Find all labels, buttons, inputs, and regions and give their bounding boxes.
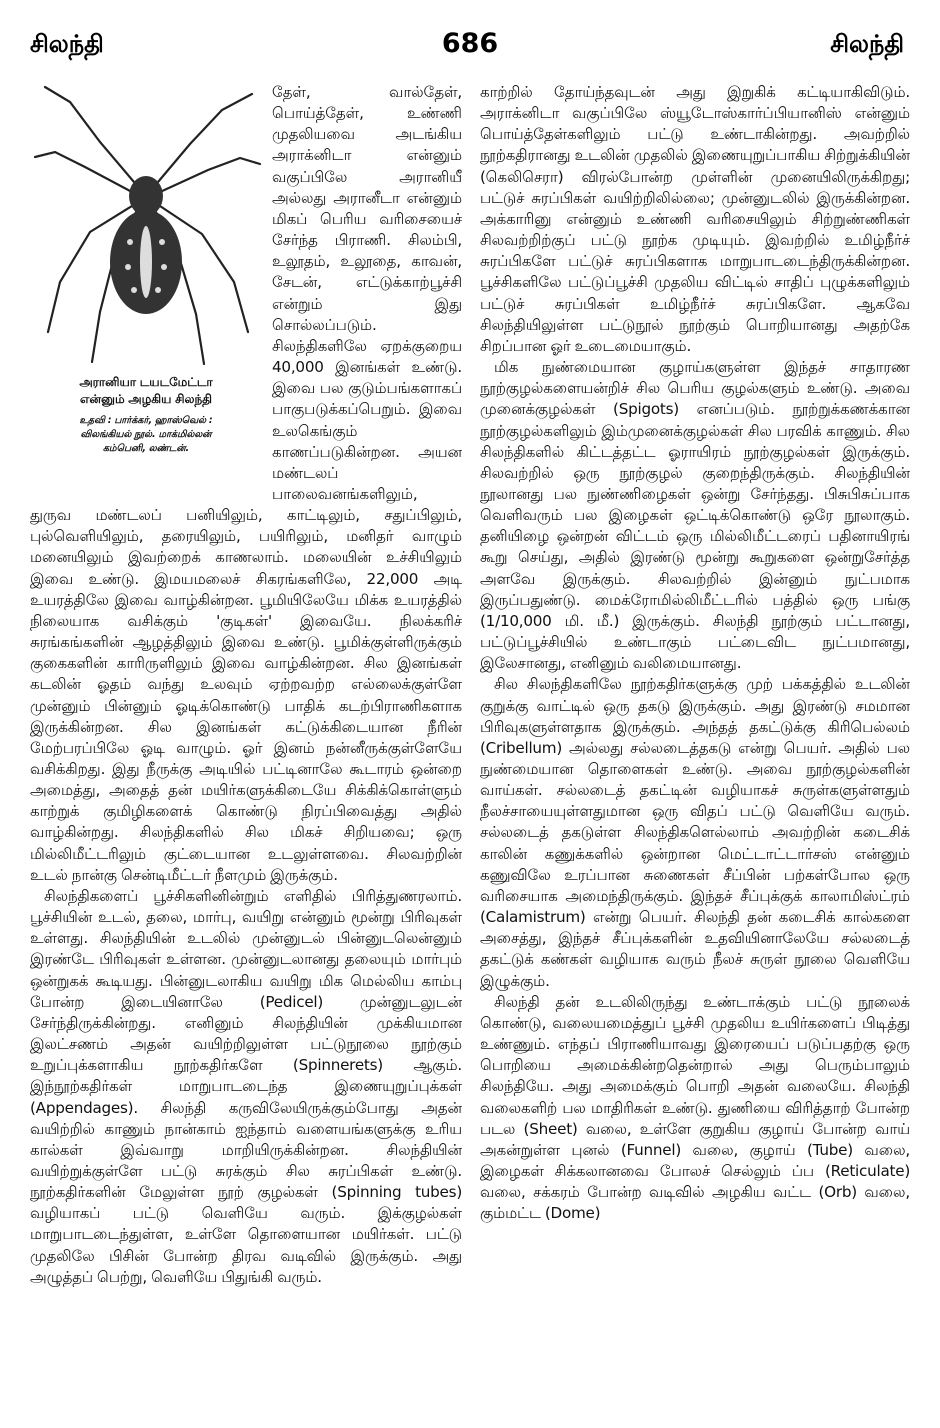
spider-figure xyxy=(30,82,262,484)
body-paragraph: சிலந்தி தன் உடலிலிருந்து உண்டாக்கும் பட்டு நூலைக் கொண்டு, வலையமைத்துப் பூச்சி முதலிய உயிர்களைப் பிடித்து உண்ணும். எந்தப் பிராணியாவது இரையைப் படுப்பதற்கு ஒரு பொறியை அமைக்கின்றதென்றால் அது பெரும்பாலும் சிலந்தியே. அது அமைக்கும் பொறி அதன் வலையே. சிலந்தி வலைகளிற் பல மாதிரிகள் உண்டு. துணியை விரித்தாற் போன்ற படல (Sheet) வலை, உள்ளே குறுகிய குழாய் போன்ற வாய் அகன்றுள்ள புனல் (Funnel) வலை, குழாய் (Tube) வலை, இழைகள் சிக்கலானவை போலச் செல்லும் ப்ப (Reticulate) வலை, சக்கரம் போன்ற வடிவில் அழகிய வட்ட (Orb) வலை, கும்மட்ட (Dome) xyxy=(480,992,910,1223)
body-paragraph: தேள், வால்தேள், பொய்த்தேள், உண்ணி முதலியவை அடங்கிய அராக்னிடா என்னும் வகுப்பிலே அரானியீ அல்லது அரானீடா என்னும் மிகப் பெரிய வரிசையைச் சேர்ந்த பிராணி. சிலம்பி, உலூதம், உலூதை, காவன், சேடன், எட்டுக்காற்பூச்சி என்றும் இது சொல்லப்படும். சிலந்திகளிலே ஏறக்குறைய 40,000 இனங்கள் உண்டு. இவை பல குடும்பங்களாகப் பாகுபடுக்கப்பெறும். இவை உலகெங்கும் காணப்படுகின்றன. அயன மண்டலப் பாலைவனங்களிலும், துருவ மண்டலப் பனியிலும், காட்டிலும், சதுப்பிலும், புல்வெளியிலும், தரையிலும், பயிரிலும், மனிதர் வாழும் மனையிலும் இவற்றைக் காணலாம். மலையின் உச்சியிலும் இவை உண்டு. இமயமலைச் சிகரங்களிலே, 22,000 அடி உயரத்திலே இவை வாழ்கின்றன. பூமியிலேயே மிக்க உயரத்தில் நிலையாக வசிக்கும் 'குடிகள்' இவையே. நிலக்கரிச் சுரங்கங்களின் ஆழத்திலும் இவை உண்டு. பூமிக்குள்ளிருக்கும் குகைகளின் காரிருளிலும் இவை வாழ்கின்றன. சில இனங்கள் கடலின் ஓதம் வந்து உலவும் ஏற்றவற்ற எல்லைக்குள்ளே முன்னும் பின்னும் ஓடிக்கொண்டு பாதிக் கடற்பிராணிகளாக இருக்கின்றன. சில இனங்கள் கட்டுக்கிடையான நீரின் மேற்பரப்பிலே ஓடி வாழும். ஓர் இனம் நன்னீருக்குள்ளேயே வசிக்கிறது. இது நீருக்கு அடியில் பட்டினாலே கூடாரம் ஒன்றை அமைத்து, அதைத் தன் மயிர்களுக்கிடையே சிக்கிக்கொள்ளும் காற்றுக் குமிழிகளைக் கொண்டு நிரப்பிவைத்து அதில் வாழ்கின்றது. சிலந்திகளில் சில மிகச் சிறியவை; ஒரு மில்லிமீட்டரிலும் குட்டையான உடலுள்ளவை. சிலவற்றின் உடல் நான்கு சென்டிமீட்டர் நீளமும் இருக்கும். xyxy=(30,83,462,884)
figure-credit xyxy=(30,414,262,456)
body-paragraph: மிக நுண்மையான குழாய்களுள்ள இந்தச் சாதாரண நூற்குழல்களையன்றிச் சில பெரிய குழல்களும் உண்டு. அவை முனைக்குழல்கள் (Spigots) எனப்படும். நூற்றுக்கணக்கான நூற்குழல்களிலும் இம்முனைக்குழல்கள் சில பரவிக் காணும். சில சிலந்திகளில் கிட்டத்தட்ட ஓராயிரம் நூற்குழல்கள் இருக்கும். சிலவற்றில் ஒரு நூற்குழல் குறைந்திருக்கும். சிலந்தியின் நூலானது பல நுண்ணிழைகள் ஒன்று சேர்ந்தது. பிசுபிசுப்பாக வெளிவரும் பல இழைகள் ஒட்டிக்கொண்டு ஒரே நூலாகும். தனியிழை ஒன்றன் விட்டம் ஒரு மில்லிமீட்டரைப் பதினாயிரங் கூறு செய்து, அதில் இரண்டு மூன்று கூறுகளை ஒன்றுசேர்த்த அளவே இருக்கும். சிலவற்றில் இன்னும் நுட்பமாக இருப்பதுண்டு. மைக்ரோமில்லிமீட்டரில் பத்தில் ஒரு பங்கு (1/10,000 மி. மீ.) இருக்கும். சிலந்தி நூற்கும் பட்டானது, பட்டுப்பூச்சியில் உண்டாகும் பட்டைவிட நுட்பமானது, இலேசானது, எனினும் வலிமையானது. xyxy=(480,358,910,673)
body-paragraph: காற்றில் தோய்ந்தவுடன் அது இறுகிக் கட்டியாகிவிடும். அராக்னிடா வகுப்பிலே ஸ்யூடோஸ்கார்ப்பியானிஸ் என்னும் பொய்த்தேள்களிலும் பட்டு உண்டாகின்றது. அவற்றில் நூற்கதிரானது உடலின் முதலில் இணையுறுப்பாகிய சிற்றுக்கியின் (கெலிசெரா) விரல்போன்ற முள்ளின் முனையிலிருக்கிறது; பட்டுச் சுரப்பிகள் வயிற்றிலில்லை; முன்னுடலில் இருக்கின்றன. அக்காரினு என்னும் உண்ணி வரிசையிலும் சிற்றுண்ணிகள் சிலவற்றிற்குப் பட்டு நூற்க முடியும். இவற்றில் உமிழ்நீர்ச் சுரப்பிகளே பட்டுச் சுரப்பிகளாக மாறுபாடடைந்திருக்கின்றன. பூச்சிகளிலே பட்டுப்பூச்சி முதலிய விட்டில் சாதிப் புழுக்களிலும் பட்டுச் சுரப்பிகள் உமிழ்நீர்ச் சுரப்பிகளே. ஆகவே சிலந்தியிலுள்ள பட்டுநூல் நூற்கும் பொறியானது அதற்கே சிறப்பான ஓர் உடைமையாகும். xyxy=(480,83,910,355)
figure-credit-line: உதவி : பார்க்கர், ஹாஸ்வெல் : xyxy=(79,415,213,426)
figure-credit-line: கம்பெனி, லண்டன். xyxy=(102,443,190,454)
figure-caption-line: என்னும் அழகிய சிலந்தி xyxy=(80,392,212,406)
running-head-right: சிலந்தி xyxy=(830,30,904,58)
body-paragraph: சில சிலந்திகளிலே நூற்கதிர்களுக்கு முற் பக்கத்தில் உடலின் குறுக்கு வாட்டில் ஒரு தகடு இருக்கும். அது இரண்டு சமமான பிரிவுகளுள்ளதாக இருக்கும். அந்தத் தகட்டுக்கு கிரிபெல்லம் (Cribellum) அல்லது சல்லடைத்தகடு என்று பெயர். அதில் பல நுண்மையான தொளைகள் உண்டு. அவை நூற்குழல்களின் வாய்கள். சல்லடைத் தகட்டின் வழியாகச் சுருள்களுள்ளதும் நீலச்சாயையுள்ளதுமான ஒரு விதப் பட்டு வெளியே வரும். சல்லடைத் தகடுள்ள சிலந்திகளெல்லாம் அவற்றின் கடைசிக் காலின் கணுக்களில் ஒன்றான மெட்டாட்டார்சஸ் என்னும் கணுவிலே உரப்பான சுணைகள் சீப்பின் பற்கள்போல ஒரு வரிசையாக அமைந்திருக்கும். இந்தச் சீப்புக்குக் காலாமிஸ்ட்ரம் (Calamistrum) என்று பெயர். சிலந்தி தன் கடைசிக் கால்களை அசைத்து, இந்தச் சீப்புக்களின் உதவியினாலேயே சல்லடைத் தகட்டுக் கண்கள் வழியாக வரும் நீலச் சுருள் நூலை வெளியே இழுக்கும். xyxy=(480,675,910,990)
figure-credit-line: விலங்கியல் நூல். மாக்மில்லன் xyxy=(80,429,212,440)
figure-caption xyxy=(30,374,262,408)
page-number: 686 xyxy=(441,28,499,59)
body-paragraph: சிலந்திகளைப் பூச்சிகளினின்றும் எளிதில் பிரித்துணரலாம். பூச்சியின் உடல், தலை, மார்பு, வயிறு என்னும் மூன்று பிரிவுகள் உள்ளது. சிலந்தியின் உடலில் முன்னுடல் பின்னுடலென்னும் இரண்டே பிரிவுகள் உள்ளன. முன்னுடலானது தலையும் மார்பும் ஒன்றுகக் கூடியது. பின்னுடலாகிய வயிறு மிக மெல்லிய காம்பு போன்ற இடையினாலே (Pedicel) முன்னுடலுடன் சேர்ந்திருக்கின்றது. எனினும் சிலந்தியின் முக்கியமான இலட்சணம் அதன் வயிற்றிலுள்ள பட்டுநூலை நூற்கும் உறுப்புக்களாகிய நூற்கதிர்களே (Spinnerets) ஆகும். இந்நூற்கதிர்கள் மாறுபாடடைந்த இணையுறுப்புக்கள் (Appendages). சிலந்தி கருவிலேயிருக்கும்போது அதன் வயிற்றில் காணும் நான்காம் ஐந்தாம் வளையங்களுக்கு உரிய கால்கள் இவ்வாறு மாறியிருக்கின்றன. சிலந்தியின் வயிற்றுக்குள்ளே பட்டு சுரக்கும் சில சுரப்பிகள் உண்டு. நூற்கதிர்களின் மேலுள்ள நூற் குழல்கள் (Spinning tubes) வழியாகப் பட்டு வெளியே வரும். இக்குழல்கள் மாறுபாடடைந்துள்ள, உள்ளே தொளையான மயிர்கள். பட்டு முதலிலே பிசின் போன்ற திரவ வடிவில் இருக்கும். அது அழுத்தப் பெற்று, வெளியே பிதுங்கி வரும். xyxy=(30,886,462,1286)
spider-illustration xyxy=(30,82,262,372)
figure-caption-line: அரானியா டயடமேட்டா xyxy=(79,375,213,389)
running-head-left: சிலந்தி xyxy=(30,30,104,58)
left-column xyxy=(30,82,462,1288)
right-column xyxy=(480,82,910,1224)
